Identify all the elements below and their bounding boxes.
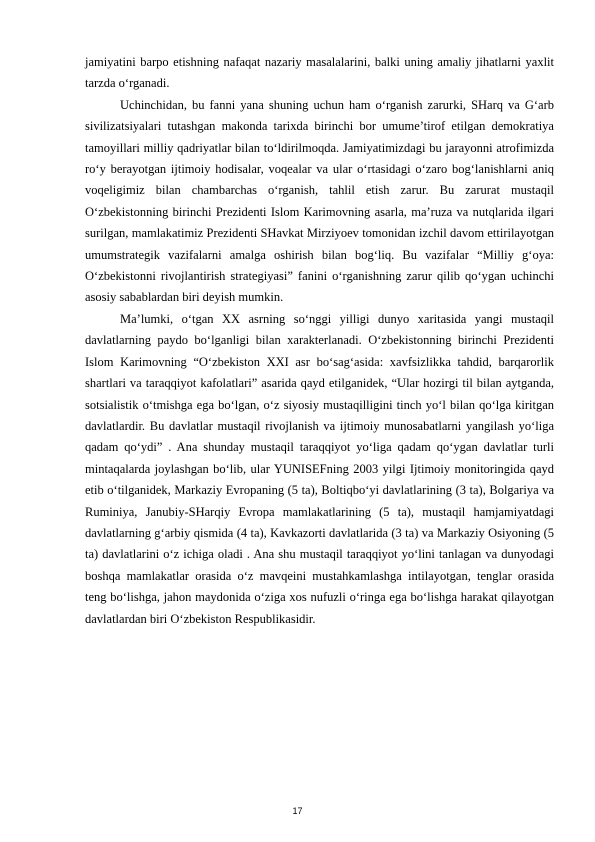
page-number: 17 bbox=[292, 806, 303, 816]
paragraph-new-states: Ma’lumki, o‘tgan XX asrning so‘nggi yilligi dunyo xaritasida yangi mustaqil davlatlarning paydo bo‘lganligi bilan xarakterlanadi. O‘zbekistonning birinchi Prezidenti Islom Karimovning “O‘zbekiston XXI asr bo‘sag‘asida: xavfsizlikka tahdid, barqarorlik shartlari va taraqqiyot kafolatlari” asarida qayd etilganidek, “Ular hozirgi til bilan aytganda, sotsialistik o‘tmishga ega bo‘lgan, o‘z siyosiy mustaqilligini tinch yo‘l bilan qo‘lga kiritgan davlatlardir. Bu davlatlar mustaqil rivojlanish va ijtimoiy munosabatlarni yangilash yo‘liga qadam qo‘ydi” . Ana shunday mustaqil taraqqiyot yo‘liga qadam qo‘ygan davlatlar turli mintaqalarda joylashgan bo‘lib, ular YUNISEFning 2003 yilgi Ijtimoiy monitoringida qayd etib o‘tilganidek, Markaziy Evropaning (5 ta), Boltiqbo‘yi davlatlarining (3 ta), Bolgariya va Ruminiya, Janubiy-SHarqiy Evropa mamlakatlarining (5 ta), mustaqil hamjamiyatdagi davlatlarning g‘arbiy qismida (4 ta), Kavkazorti davlatlarida (3 ta) va Markaziy Osiyoning (5 ta) davlatlarini o‘z ichiga oladi . Ana shu mustaqil taraqqiyot yo‘lini tanlagan va dunyodagi boshqa mamlakatlar orasida o‘z mavqeini mustahkamlashga intilayotgan, tenglar orasida teng bo‘lishga, jahon maydonida o‘ziga xos nufuzli o‘ringa ega bo‘lishga harakat qilayotgan davlatlardan biri O‘zbekiston Respublikasidir. bbox=[85, 311, 554, 626]
paragraph-third-reason: Uchinchidan, bu fanni yana shuning uchun ham o‘rganish zarurki, SHarq va G‘arb sivilizatsiyalari tutashgan makonda tarixda birinchi bor umume’tirof etilgan demokratiya tamoyillari milliy qadriyatlar bilan to‘ldirilmoqda. Jamiyatimizdagi bu jarayonni atrofimizda ro‘y berayotgan ijtimoiy hodisalar, voqealar va ular o‘rtasidagi o‘zaro bog‘lanishlarni aniq voqeligimiz bilan chambarchas o‘rganish, tahlil etish zarur. Bu zarurat mustaqil O‘zbekistonning birinchi Prezidenti Islom Karimovning asarla, ma’ruza va nutqlarida ilgari surilgan, mamlakatimiz Prezidenti SHavkat Mirziyoev tomonidan izchil davom ettirilayotgan umumstrategik vazifalarni amalga oshirish bilan bog‘liq. Bu vazifalar “Milliy g‘oya: O‘zbekistonni rivojlantirish strategiyasi” fanini o‘rganishning zarur qilib qo‘ygan uchinchi asosiy sabablardan biri deyish mumkin. bbox=[85, 97, 554, 305]
body-text bbox=[85, 52, 554, 630]
paragraph-continuation: jamiyatini barpo etishning nafaqat nazariy masalalarini, balki uning amaliy jihatlarni yaxlit tarzda o‘rganadi. bbox=[85, 55, 554, 91]
